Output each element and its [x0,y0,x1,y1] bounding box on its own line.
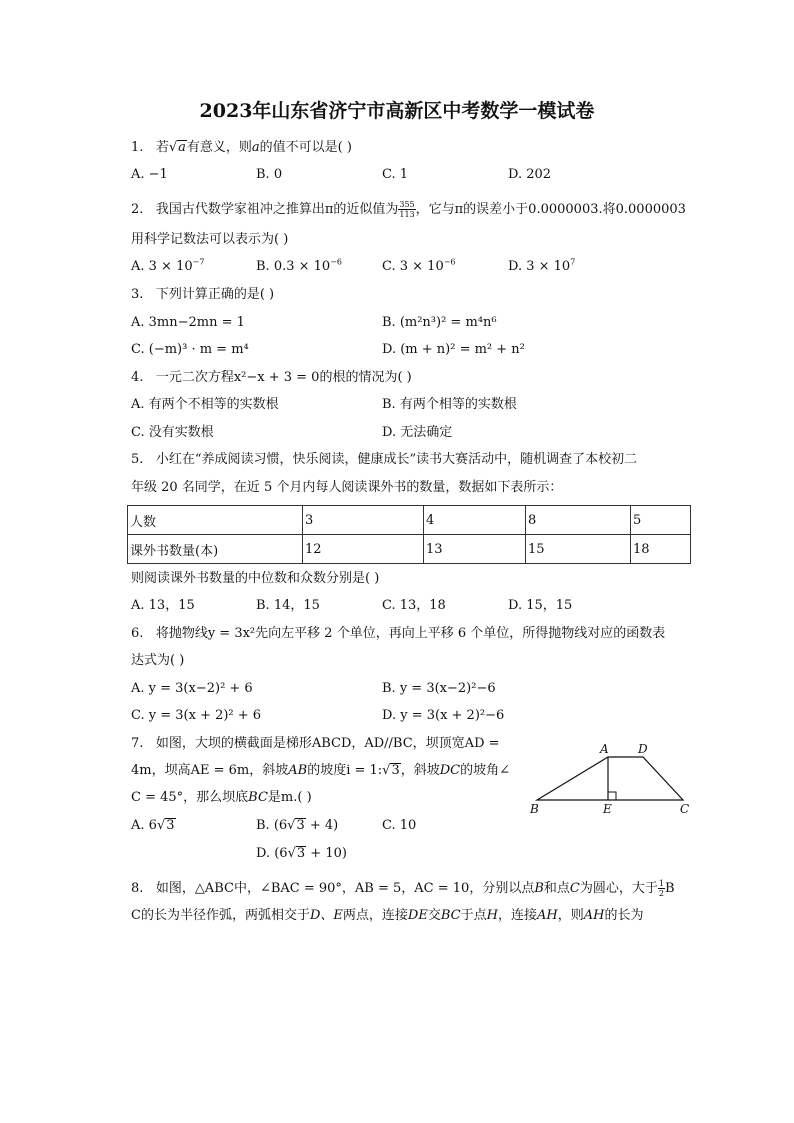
question-2-stem-line2: 用科学记数法可以表示为( ) [131,232,289,247]
question-2-option-b: B. $0.3 \times 10^{-6}$ [256,257,342,274]
question-3-option-d: D. (m + n)² = m² + n² [382,342,525,357]
question-3-option-b: B. (m²n³)² = m⁴n⁶ [382,315,497,330]
question-4-option-c: C. 没有实数根 [131,425,214,440]
question-2-option-c: C. $3 \times 10^{-6}$ [382,257,456,274]
label-e: E [603,802,612,816]
table-cell: 8 [526,506,631,535]
page-title: 2023年山东省济宁市高新区中考数学一模试卷 [199,100,595,122]
question-5-option-a: A. 13，15 [131,598,195,613]
table-cell: 人数 [128,506,303,535]
table-cell: 3 [303,506,424,535]
question-2-stem: 2. 我国古代数学家祖冲之推算出π的近似值为 $\frac{355}{113}$ ，它与π的误差小于0.0000003.将0.0000003 [131,200,686,219]
question-2-option-a: A. $3 \times 10^{-7}$ [131,257,205,274]
question-1-option-c: C. 1 [382,167,409,182]
question-5-option-b: B. 14，15 [256,598,320,613]
question-5-followup: 则阅读课外书数量的中位数和众数分别是( ) [131,571,380,586]
question-2-option-d: D. $3 \times 10^7$ [508,257,576,274]
question-8-stem-line2: C的长为半径作弧，两弧相交于D、E两点，连接DE交BC于点H，连接AH，则AH的长为 [131,908,644,923]
question-3-option-a: A. 3mn−2mn = 1 [131,315,245,330]
question-6-stem-line2: 达式为( ) [131,653,185,668]
trapezoid-abcd [537,757,683,800]
table-cell: 5 [631,506,691,535]
fraction-355-113: $\frac{355}{113}$ [399,200,415,219]
question-6-option-b: B. y = 3(x−2)²−6 [382,681,496,696]
label-a: A [600,742,609,756]
question-4-option-a: A. 有两个不相等的实数根 [131,397,279,412]
question-6-option-a: A. y = 3(x−2)² + 6 [131,681,253,696]
table-cell: 15 [526,535,631,564]
question-5-stem: 5. 小红在“养成阅读习惯，快乐阅读，健康成长”读书大赛活动中，随机调查了本校初二 [131,452,638,467]
question-7-option-d: D. (6√3 + 10) [256,846,347,861]
question-7-stem: 7. 如图，大坝的横截面是梯形ABCD，AD//BC，坝顶宽AD = [131,736,500,751]
question-5-stem-line2: 年级 20 名同学，在近 5 个月内每人阅读课外书的数量，数据如下表所示： [131,480,563,495]
table-cell: 12 [303,535,424,564]
question-4-stem: 4. 一元二次方程x²−x + 3 = 0的根的情况为( ) [131,370,412,385]
label-d: D [638,742,648,756]
table-cell: 课外书数量(本) [128,535,303,564]
table-row [128,506,691,535]
question-1-stem: 1. 若√a有意义，则a的值不可以是( ) [131,140,352,155]
question-8-stem: 8. 如图，△ABC中，∠BAC = 90°，AB = 5，AC = 10，分别以点B和点C为圆心，大于 $\frac{1}{2}$ B [131,879,675,898]
question-1-option-d: D. 202 [508,167,552,182]
question-7-option-c: C. 10 [382,818,417,833]
question-7-stem-line2: 4m，坝高AE = 6m，斜坡AB的坡度i = 1:√3，斜坡DC的坡角∠ [131,763,511,778]
label-b: B [530,802,539,816]
question-3-option-c: C. (−m)³ · m = m⁴ [131,342,249,357]
question-6-option-c: C. y = 3(x + 2)² + 6 [131,708,262,723]
table-row [128,535,691,564]
question-3-stem: 3. 下列计算正确的是( ) [131,287,275,302]
question-1-option-a: A. −1 [131,167,168,182]
question-7-stem-line3: C = 45°，那么坝底BC是m.( ) [131,790,312,805]
question-7-option-b: B. (6√3 + 4) [256,818,339,833]
question-6-option-d: D. y = 3(x + 2)²−6 [382,708,505,723]
table-cell: 13 [424,535,526,564]
data-table [127,505,691,564]
question-5-option-c: C. 13，18 [382,598,446,613]
question-6-stem: 6. 将抛物线y = 3x²先向左平移 2 个单位，再向上平移 6 个单位，所得抛物线对应的函数表 [131,626,666,641]
question-5-option-d: D. 15，15 [508,598,573,613]
trapezoid-dam-figure [520,735,700,820]
question-4-option-d: D. 无法确定 [382,425,453,440]
question-4-option-b: B. 有两个相等的实数根 [382,397,517,412]
right-angle-mark [608,792,616,800]
table-cell: 18 [631,535,691,564]
question-7-option-a: A. 6√3 [131,818,175,833]
fraction-one-half: $\frac{1}{2}$ [658,879,664,898]
table-cell: 4 [424,506,526,535]
label-c: C [680,802,690,816]
question-1-option-b: B. 0 [256,167,283,182]
